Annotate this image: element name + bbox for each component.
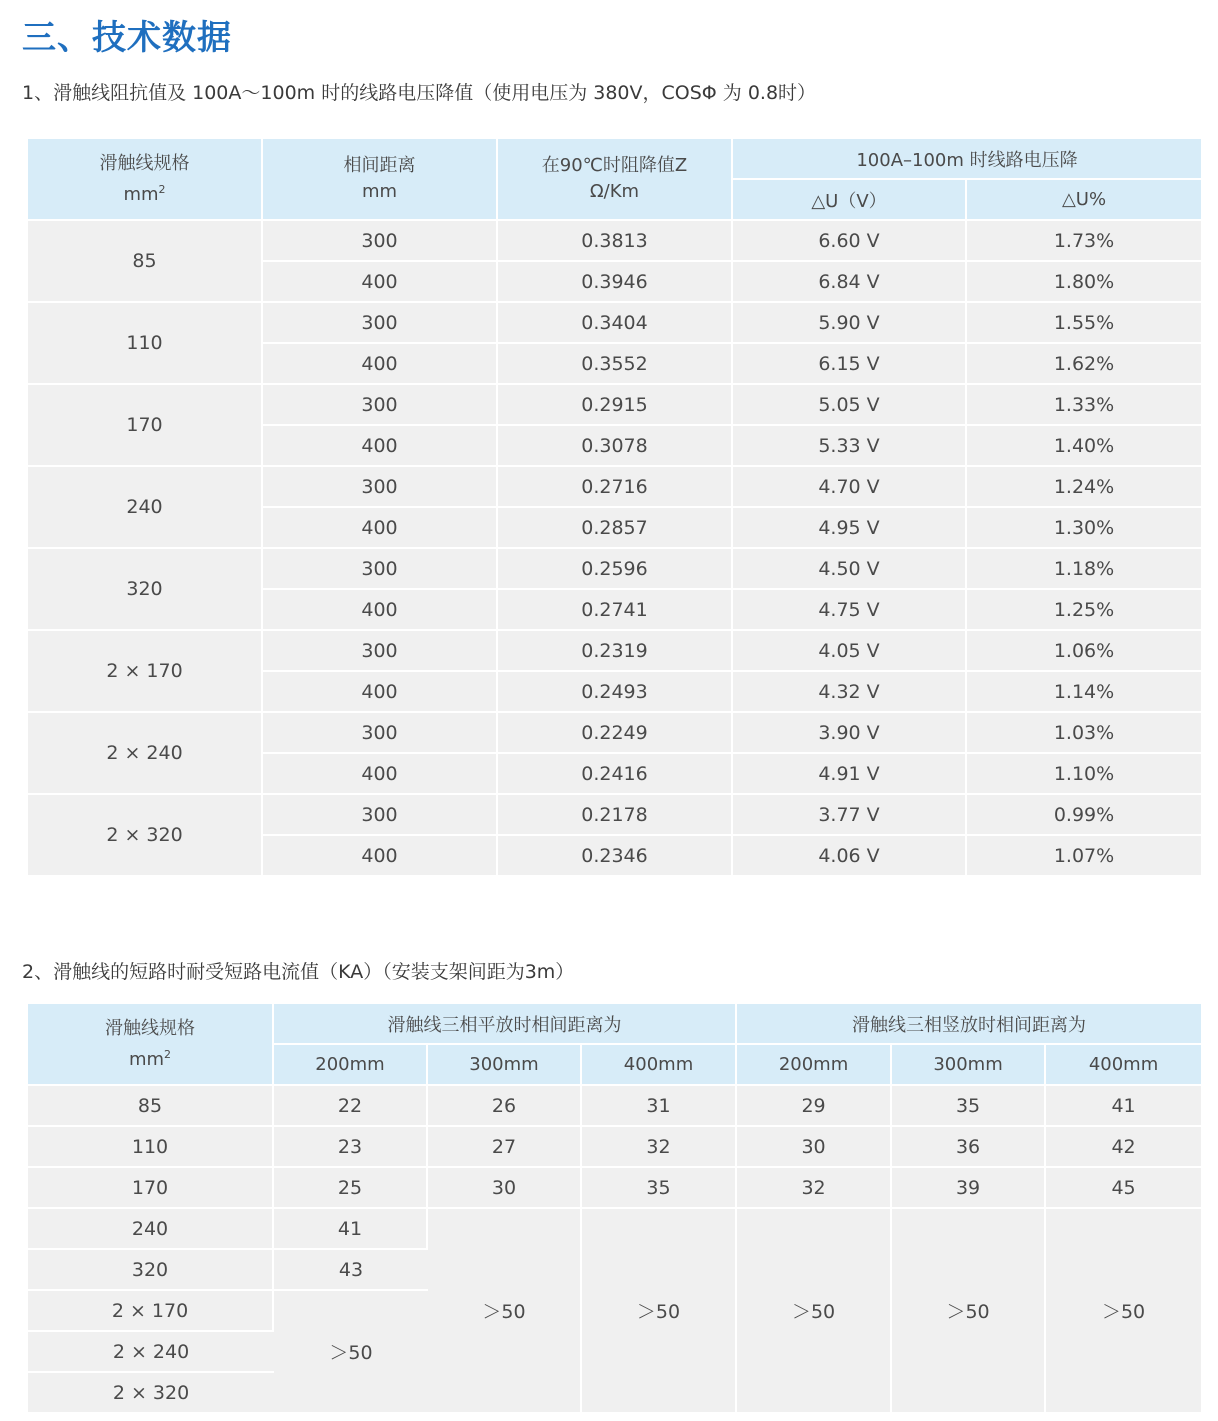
voltage-drop-cell: 4.91 V [733, 754, 967, 795]
current-value-cell: 22 [274, 1086, 428, 1127]
impedance-cell: 0.2249 [498, 713, 733, 754]
voltage-drop-percent-cell: 1.06% [967, 631, 1201, 672]
spec-cell: 240 [28, 1209, 274, 1250]
voltage-drop-percent-cell: 1.24% [967, 467, 1201, 508]
current-value-cell: 43 [274, 1250, 428, 1291]
spacing-cell: 300 [263, 221, 498, 262]
voltage-drop-percent-cell: 1.18% [967, 549, 1201, 590]
voltage-drop-percent-cell: 1.62% [967, 344, 1201, 385]
voltage-drop-percent-cell: 1.33% [967, 385, 1201, 426]
table-row [28, 385, 1201, 426]
voltage-drop-percent-cell: 1.14% [967, 672, 1201, 713]
current-value-cell: 45 [1046, 1168, 1201, 1209]
header-impedance-label: 在90℃时阻降值Z [541, 155, 688, 176]
voltage-drop-percent-cell: 0.99% [967, 795, 1201, 836]
spec-cell: 2 × 320 [28, 795, 263, 877]
table-row [28, 1127, 1201, 1168]
spacing-cell: 300 [263, 713, 498, 754]
voltage-drop-percent-cell: 1.73% [967, 221, 1201, 262]
spacing-cell: 300 [263, 385, 498, 426]
impedance-cell: 0.3552 [498, 344, 733, 385]
table-row [28, 713, 1201, 754]
header-spec [28, 1004, 274, 1086]
spec-cell: 110 [28, 303, 263, 385]
voltage-drop-percent-cell: 1.07% [967, 836, 1201, 877]
current-value-cell: 41 [1046, 1086, 1201, 1127]
voltage-drop-percent-cell: 1.25% [967, 590, 1201, 631]
impedance-cell: 0.2596 [498, 549, 733, 590]
table-row [28, 1168, 1201, 1209]
spec-cell: 170 [28, 1168, 274, 1209]
table-row [28, 795, 1201, 836]
spec-cell: 2 × 170 [28, 631, 263, 713]
merged-value-cell: ＞50 [274, 1291, 428, 1414]
spec-cell: 85 [28, 1086, 274, 1127]
voltage-drop-percent-cell: 1.80% [967, 262, 1201, 303]
header-impedance-unit: Ω/Km [589, 181, 640, 202]
voltage-drop-cell: 3.90 V [733, 713, 967, 754]
current-value-cell: 35 [582, 1168, 737, 1209]
spacing-cell: 400 [263, 836, 498, 877]
voltage-drop-cell: 6.60 V [733, 221, 967, 262]
voltage-drop-percent-cell: 1.40% [967, 426, 1201, 467]
header-impedance [498, 139, 733, 221]
header-spec-unit: $mm^2$ [123, 182, 166, 205]
current-value-cell: 25 [274, 1168, 428, 1209]
spec-cell: 2 × 170 [28, 1291, 274, 1332]
voltage-drop-cell: 4.75 V [733, 590, 967, 631]
table-row [28, 1086, 1201, 1127]
voltage-drop-cell: 5.05 V [733, 385, 967, 426]
impedance-cell: 0.3078 [498, 426, 733, 467]
header-du-percent: △U% [967, 180, 1201, 221]
merged-value-cell: ＞50 [892, 1209, 1046, 1414]
voltage-drop-percent-cell: 1.55% [967, 303, 1201, 344]
spec-cell: 85 [28, 221, 263, 303]
voltage-drop-cell: 4.50 V [733, 549, 967, 590]
voltage-drop-cell: 4.05 V [733, 631, 967, 672]
header-col-h300: 300mm [428, 1045, 582, 1086]
spec-cell: 170 [28, 385, 263, 467]
voltage-drop-percent-cell: 1.30% [967, 508, 1201, 549]
short-circuit-table [28, 1004, 1201, 1414]
merged-value-cell: ＞50 [428, 1209, 582, 1414]
spec-cell: 2 × 240 [28, 713, 263, 795]
voltage-drop-cell: 5.33 V [733, 426, 967, 467]
table-row [28, 303, 1201, 344]
current-value-cell: 32 [737, 1168, 892, 1209]
header-voltage-drop-group: 100A–100m 时线路电压降 [733, 139, 1201, 180]
current-value-cell: 29 [737, 1086, 892, 1127]
spacing-cell: 300 [263, 549, 498, 590]
voltage-drop-percent-cell: 1.10% [967, 754, 1201, 795]
current-value-cell: 30 [737, 1127, 892, 1168]
table-row [28, 467, 1201, 508]
header-spec [28, 139, 263, 221]
table2-subtitle: 2、滑触线的短路时耐受短路电流值（KA）（安装支架间距为3m） [22, 961, 575, 983]
spec-cell: 240 [28, 467, 263, 549]
header-spec-unit: $mm^2$ [128, 1047, 172, 1070]
impedance-cell: 0.2346 [498, 836, 733, 877]
header-col-v400: 400mm [1046, 1045, 1201, 1086]
impedance-cell: 0.2741 [498, 590, 733, 631]
spacing-cell: 300 [263, 795, 498, 836]
voltage-drop-cell: 4.06 V [733, 836, 967, 877]
current-value-cell: 41 [274, 1209, 428, 1250]
merged-value-cell: ＞50 [582, 1209, 737, 1414]
spacing-cell: 400 [263, 672, 498, 713]
current-value-cell: 39 [892, 1168, 1046, 1209]
impedance-cell: 0.2915 [498, 385, 733, 426]
header-spacing [263, 139, 498, 221]
spec-cell: 320 [28, 549, 263, 631]
header-vertical-group: 滑触线三相竖放时相间距离为 [737, 1004, 1201, 1045]
section-title: 三、技术数据 [22, 18, 232, 58]
header-spec-label: 滑触线规格 [99, 152, 190, 174]
spacing-cell: 400 [263, 426, 498, 467]
spacing-cell: 400 [263, 344, 498, 385]
current-value-cell: 26 [428, 1086, 582, 1127]
impedance-cell: 0.2716 [498, 467, 733, 508]
voltage-drop-cell: 5.90 V [733, 303, 967, 344]
header-horizontal-group: 滑触线三相平放时相间距离为 [274, 1004, 737, 1045]
voltage-drop-percent-cell: 1.03% [967, 713, 1201, 754]
spacing-cell: 400 [263, 590, 498, 631]
table-row [28, 1209, 1201, 1250]
voltage-drop-cell: 4.95 V [733, 508, 967, 549]
spacing-cell: 300 [263, 303, 498, 344]
spec-cell: 2 × 240 [28, 1332, 274, 1373]
spacing-cell: 300 [263, 467, 498, 508]
voltage-drop-cell: 4.70 V [733, 467, 967, 508]
impedance-cell: 0.2857 [498, 508, 733, 549]
spacing-cell: 300 [263, 631, 498, 672]
table-row [28, 631, 1201, 672]
current-value-cell: 30 [428, 1168, 582, 1209]
header-spacing-label: 相间距离 [343, 155, 416, 176]
table-row [28, 549, 1201, 590]
spacing-cell: 400 [263, 754, 498, 795]
current-value-cell: 23 [274, 1127, 428, 1168]
header-col-v200: 200mm [737, 1045, 892, 1086]
current-value-cell: 32 [582, 1127, 737, 1168]
header-col-h400: 400mm [582, 1045, 737, 1086]
voltage-drop-cell: 4.32 V [733, 672, 967, 713]
header-col-h200: 200mm [274, 1045, 428, 1086]
current-value-cell: 31 [582, 1086, 737, 1127]
header-col-v300: 300mm [892, 1045, 1046, 1086]
spec-cell: 110 [28, 1127, 274, 1168]
table-row [28, 221, 1201, 262]
impedance-cell: 0.2319 [498, 631, 733, 672]
current-value-cell: 27 [428, 1127, 582, 1168]
spec-cell: 2 × 320 [28, 1373, 274, 1414]
current-value-cell: 36 [892, 1127, 1046, 1168]
impedance-table [28, 139, 1201, 877]
table1-subtitle: 1、滑触线阻抗值及 100A～100m 时的线路电压降值（使用电压为 380V，COSΦ 为 0.8时） [22, 82, 817, 104]
spacing-cell: 400 [263, 508, 498, 549]
spacing-cell: 400 [263, 262, 498, 303]
impedance-cell: 0.3813 [498, 221, 733, 262]
impedance-cell: 0.3404 [498, 303, 733, 344]
merged-value-cell: ＞50 [1046, 1209, 1201, 1414]
voltage-drop-cell: 3.77 V [733, 795, 967, 836]
spec-cell: 320 [28, 1250, 274, 1291]
header-du: △U（V） [733, 180, 967, 221]
current-value-cell: 42 [1046, 1127, 1201, 1168]
voltage-drop-cell: 6.84 V [733, 262, 967, 303]
impedance-cell: 0.2493 [498, 672, 733, 713]
impedance-cell: 0.2416 [498, 754, 733, 795]
impedance-cell: 0.3946 [498, 262, 733, 303]
header-spec-label: 滑触线规格 [105, 1017, 195, 1039]
current-value-cell: 35 [892, 1086, 1046, 1127]
impedance-cell: 0.2178 [498, 795, 733, 836]
header-spacing-unit: mm [361, 181, 398, 202]
voltage-drop-cell: 6.15 V [733, 344, 967, 385]
merged-value-cell: ＞50 [737, 1209, 892, 1414]
